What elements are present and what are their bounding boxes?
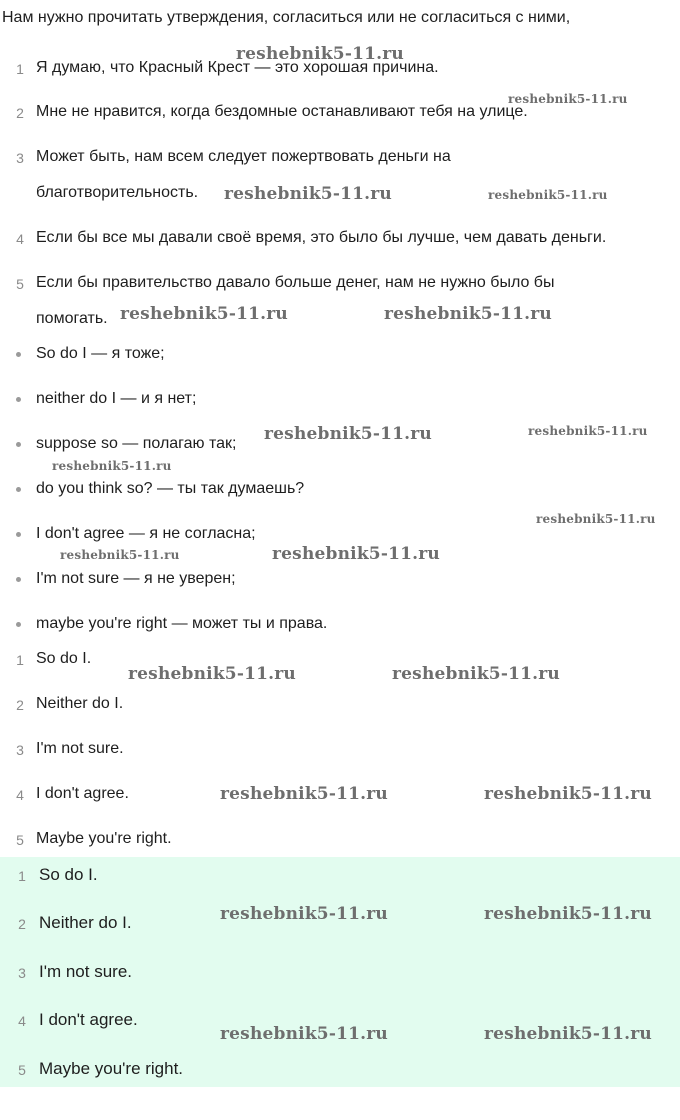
answer-number: 4	[18, 1013, 26, 1029]
answer-text: I'm not sure.	[36, 740, 124, 757]
statement-text: Если бы правительство давало больше денег, нам не нужно было бы	[36, 274, 555, 291]
watermark: reshebnik5-11.ru	[272, 544, 440, 564]
answer-text: Neither do I.	[39, 913, 132, 932]
watermark: reshebnik5-11.ru	[528, 424, 648, 438]
bullet-icon	[16, 442, 21, 447]
watermark: reshebnik5-11.ru	[224, 184, 392, 204]
statement-text: Если бы все мы давали своё время, это было бы лучше, чем давать деньги.	[36, 229, 607, 246]
watermark: reshebnik5-11.ru	[220, 904, 388, 924]
phrase-text: suppose so — полагаю так;	[36, 435, 237, 452]
bullet-icon	[16, 577, 21, 582]
bullet-icon	[16, 397, 21, 402]
bullet-icon	[16, 532, 21, 537]
answer-text: So do I.	[39, 865, 98, 884]
watermark: reshebnik5-11.ru	[52, 459, 172, 473]
watermark: reshebnik5-11.ru	[508, 92, 628, 106]
bullet-icon	[16, 622, 21, 627]
phrase-text: I'm not sure — я не уверен;	[36, 570, 236, 587]
statement-text-continued: благотворительность.	[36, 184, 199, 201]
watermark: reshebnik5-11.ru	[220, 784, 388, 804]
statement-number: 2	[16, 105, 24, 121]
watermark: reshebnik5-11.ru	[220, 1024, 388, 1044]
phrase-text: I don't agree — я не согласна;	[36, 525, 256, 542]
statement-text: Может быть, нам всем следует пожертвовать деньги на	[36, 148, 451, 165]
bullet-icon	[16, 487, 21, 492]
statement-number: 4	[16, 231, 24, 247]
intro-text: Нам нужно прочитать утверждения, согласиться или не согласиться с ними,	[2, 9, 571, 26]
answer-text: Neither do I.	[36, 695, 124, 712]
statement-number: 5	[16, 276, 24, 292]
answer-number: 3	[16, 742, 24, 758]
answer-number: 5	[16, 832, 24, 848]
answer-number: 1	[18, 868, 26, 884]
watermark: reshebnik5-11.ru	[120, 304, 288, 324]
watermark: reshebnik5-11.ru	[392, 664, 560, 684]
answer-text: Maybe you're right.	[36, 830, 172, 847]
watermark: reshebnik5-11.ru	[484, 784, 652, 804]
watermark: reshebnik5-11.ru	[484, 1024, 652, 1044]
answer-text: I'm not sure.	[39, 962, 133, 981]
answer-number: 5	[18, 1062, 26, 1078]
answer-text: I don't agree.	[36, 785, 129, 802]
watermark: reshebnik5-11.ru	[484, 904, 652, 924]
watermark: reshebnik5-11.ru	[60, 548, 180, 562]
bullet-icon	[16, 352, 21, 357]
phrase-text: neither do I — и я нет;	[36, 390, 197, 407]
answer-number: 3	[18, 965, 26, 981]
answer-text: Maybe you're right.	[39, 1059, 184, 1078]
statement-number: 3	[16, 150, 24, 166]
statement-text: Я думаю, что Красный Крест — это хорошая причина.	[36, 59, 439, 76]
watermark: reshebnik5-11.ru	[488, 188, 608, 202]
answer-number: 2	[18, 916, 26, 932]
answer-number: 2	[16, 697, 24, 713]
phrase-text: maybe you're right — может ты и права.	[36, 615, 328, 632]
watermark: reshebnik5-11.ru	[236, 44, 404, 64]
statement-text-continued: помогать.	[36, 310, 108, 327]
phrase-text: do you think so? — ты так думаешь?	[36, 480, 305, 497]
answer-number: 4	[16, 787, 24, 803]
answer-number: 1	[16, 652, 24, 668]
answer-text: So do I.	[36, 650, 92, 667]
watermark: reshebnik5-11.ru	[264, 424, 432, 444]
statement-text: Мне не нравится, когда бездомные останавливают тебя на улице.	[36, 103, 528, 120]
statement-number: 1	[16, 61, 24, 77]
watermark: reshebnik5-11.ru	[128, 664, 296, 684]
highlighted-answer-block	[0, 857, 680, 1087]
answer-text: I don't agree.	[39, 1010, 138, 1029]
watermark: reshebnik5-11.ru	[384, 304, 552, 324]
watermark: reshebnik5-11.ru	[536, 512, 656, 526]
phrase-text: So do I — я тоже;	[36, 345, 165, 362]
